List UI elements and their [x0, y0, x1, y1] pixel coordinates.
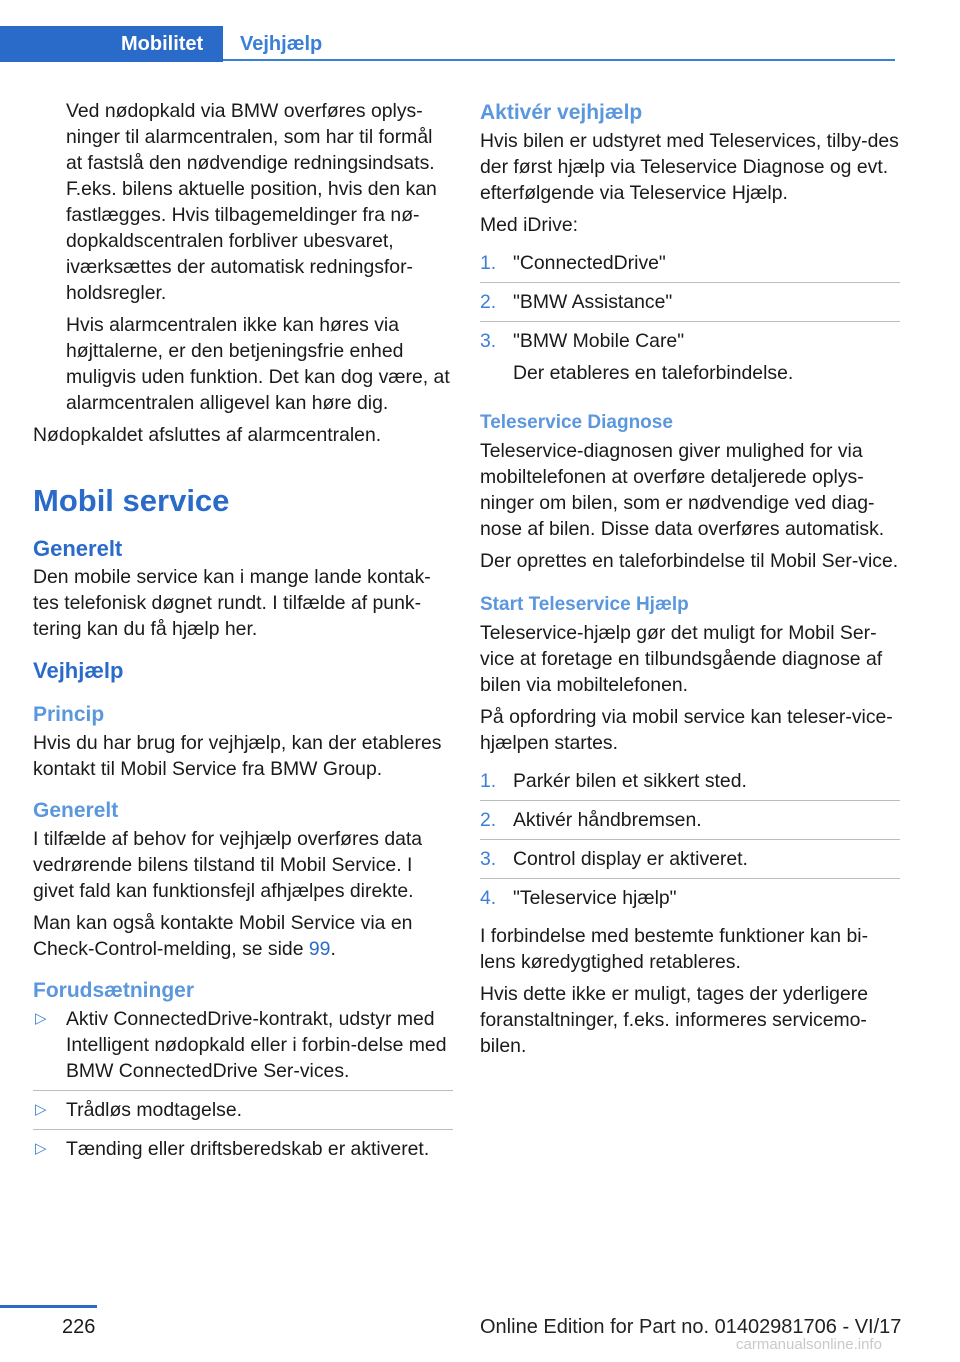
- step-text: Control display er aktiveret.: [513, 848, 748, 870]
- list-item-text: Aktiv ConnectedDrive-kontrakt, udstyr med Intelligent nødopkald eller i forbin-delse med BMW ConnectedDrive Ser-vices.: [66, 1008, 447, 1082]
- heading-vejhjaelp: Vejhjælp: [33, 658, 124, 683]
- triangle-bullet-icon: ▷: [35, 1101, 47, 1118]
- kontakt-paragraph: [33, 910, 453, 962]
- left-column: [33, 98, 453, 1174]
- list-item-text: Trådløs modtagelse.: [66, 1099, 243, 1121]
- page-number: 226: [62, 1316, 96, 1338]
- step-number: 2.: [480, 809, 497, 831]
- emergency-paragraph-2: Hvis alarmcentralen ikke kan høres via højttalerne, er den betjeningsfrie enhed muligvis uden funktion. Det kan dog være, at alarmcentralen alligevel kan høre dig.: [66, 314, 450, 414]
- tab-vejhjaelp[interactable]: Vejhjælp: [240, 33, 323, 55]
- princip-paragraph: Hvis du har brug for vejhjælp, kan der etableres kontakt til Mobil Service fra BMW Group.: [33, 732, 442, 780]
- list-item: [33, 1006, 453, 1091]
- start-paragraph-1: Teleservice-hjælp gør det muligt for Mobil Ser-vice at foretage en tilbundsgående diagnose af bilen via mobiltelefonen.: [480, 622, 883, 696]
- heading-aktiver-vejhjaelp: Aktivér vejhjælp: [480, 101, 643, 124]
- aktiver-paragraph: Hvis bilen er udstyret med Teleservices, tilby-des der først hjælp via Teleservice Diagnose og evt. efterfølgende via Teleservice Hjælp.: [480, 130, 899, 204]
- emergency-paragraph-3: Nødopkaldet afsluttes af alarmcentralen.: [33, 424, 382, 446]
- step-number: 2.: [480, 291, 497, 313]
- triangle-bullet-icon: ▷: [35, 1010, 47, 1027]
- list-item: [480, 768, 900, 801]
- list-item-text: Tænding eller driftsberedskab er aktiveret.: [66, 1138, 430, 1160]
- edition-text: Online Edition for Part no. 01402981706 - VI/17: [480, 1316, 902, 1338]
- list-item: [480, 328, 900, 392]
- generelt-2-paragraph: I tilfælde af behov for vejhjælp overføres data vedrørende bilens tilstand til Mobil Service. I givet fald kan funktionsfejl afhjælpes direkte.: [33, 828, 423, 902]
- step-text: "ConnectedDrive": [513, 252, 666, 274]
- list-item: [480, 885, 900, 917]
- step-text: "Teleservice hjælp": [513, 887, 677, 909]
- end-paragraph-1: I forbindelse med bestemte funktioner kan bi-lens køredygtighed retableres.: [480, 925, 869, 973]
- list-item: [480, 807, 900, 840]
- heading-mobil-service: Mobil service: [33, 483, 230, 518]
- list-item: [33, 1136, 453, 1168]
- heading-start-teleservice: Start Teleservice Hjælp: [480, 594, 689, 615]
- forudsaetninger-list: [33, 1006, 453, 1168]
- step-subtext: Der etableres en taleforbindelse.: [513, 362, 794, 384]
- step-number: 4.: [480, 887, 497, 909]
- heading-princip: Princip: [33, 703, 105, 726]
- generelt-paragraph: Den mobile service kan i mange lande kontak-tes telefonisk døgnet rundt. I tilfælde af punk-tering kan du få hjælp her.: [33, 566, 431, 640]
- step-text: "BMW Assistance": [513, 291, 673, 313]
- heading-teleservice-diagnose: Teleservice Diagnose: [480, 412, 673, 433]
- teleservice-steps: [480, 768, 900, 917]
- footer-rule: [0, 1305, 97, 1308]
- tab-mobilitet[interactable]: Mobilitet: [0, 26, 223, 62]
- heading-generelt: Generelt: [33, 536, 123, 561]
- list-item: [480, 250, 900, 283]
- header-tabbar: [0, 26, 895, 62]
- page-link-99[interactable]: 99: [308, 938, 331, 960]
- step-number: 1.: [480, 770, 497, 792]
- idrive-paragraph: Med iDrive:: [480, 214, 579, 236]
- watermark: carmanualsonline.info: [736, 1336, 882, 1353]
- step-text: Aktivér håndbremsen.: [513, 809, 702, 831]
- step-number: 3.: [480, 848, 497, 870]
- step-number: 1.: [480, 252, 497, 274]
- heading-generelt-2: Generelt: [33, 799, 119, 822]
- right-column: [480, 98, 900, 1065]
- diagnose-paragraph-1: Teleservice-diagnosen giver mulighed for via mobiltelefonen at overføre detaljerede oplys-ninger om bilen, som er nødvendige ved diag-nose af bilen. Disse data overføres automatisk.: [480, 440, 885, 540]
- list-item: [480, 289, 900, 322]
- end-paragraph-2: Hvis dette ikke er muligt, tages der yderligere foranstaltninger, f.eks. informeres servicemo-bilen.: [480, 983, 868, 1057]
- list-item: [480, 846, 900, 879]
- kontakt-end: .: [330, 938, 336, 960]
- triangle-bullet-icon: ▷: [35, 1140, 47, 1157]
- header-rule: [223, 59, 895, 61]
- step-text: "BMW Mobile Care": [513, 330, 685, 352]
- diagnose-paragraph-2: Der oprettes en taleforbindelse til Mobil Ser-vice.: [480, 550, 899, 572]
- start-paragraph-2: På opfordring via mobil service kan teleser-vice-hjælpen startes.: [480, 706, 893, 754]
- idrive-steps: [480, 250, 900, 392]
- step-text: Parkér bilen et sikkert sted.: [513, 770, 747, 792]
- emergency-paragraph-1: Ved nødopkald via BMW overføres oplys-ninger til alarmcentralen, som har til formål at fastslå den nødvendige redningsindsats. F.eks. bilens aktuelle position, hvis den kan fastlægges. Hvis tilbagemeldinger fra nø-dopkaldscentralen forbliver ubesvaret, iværksættes der automatisk redningsfor-holdsregler.: [66, 100, 437, 304]
- step-number: 3.: [480, 330, 497, 352]
- list-item: [33, 1097, 453, 1130]
- heading-forudsaetninger: Forudsætninger: [33, 979, 194, 1002]
- kontakt-text: Man kan også kontakte Mobil Service via en Check-Control-melding, se side: [33, 912, 413, 960]
